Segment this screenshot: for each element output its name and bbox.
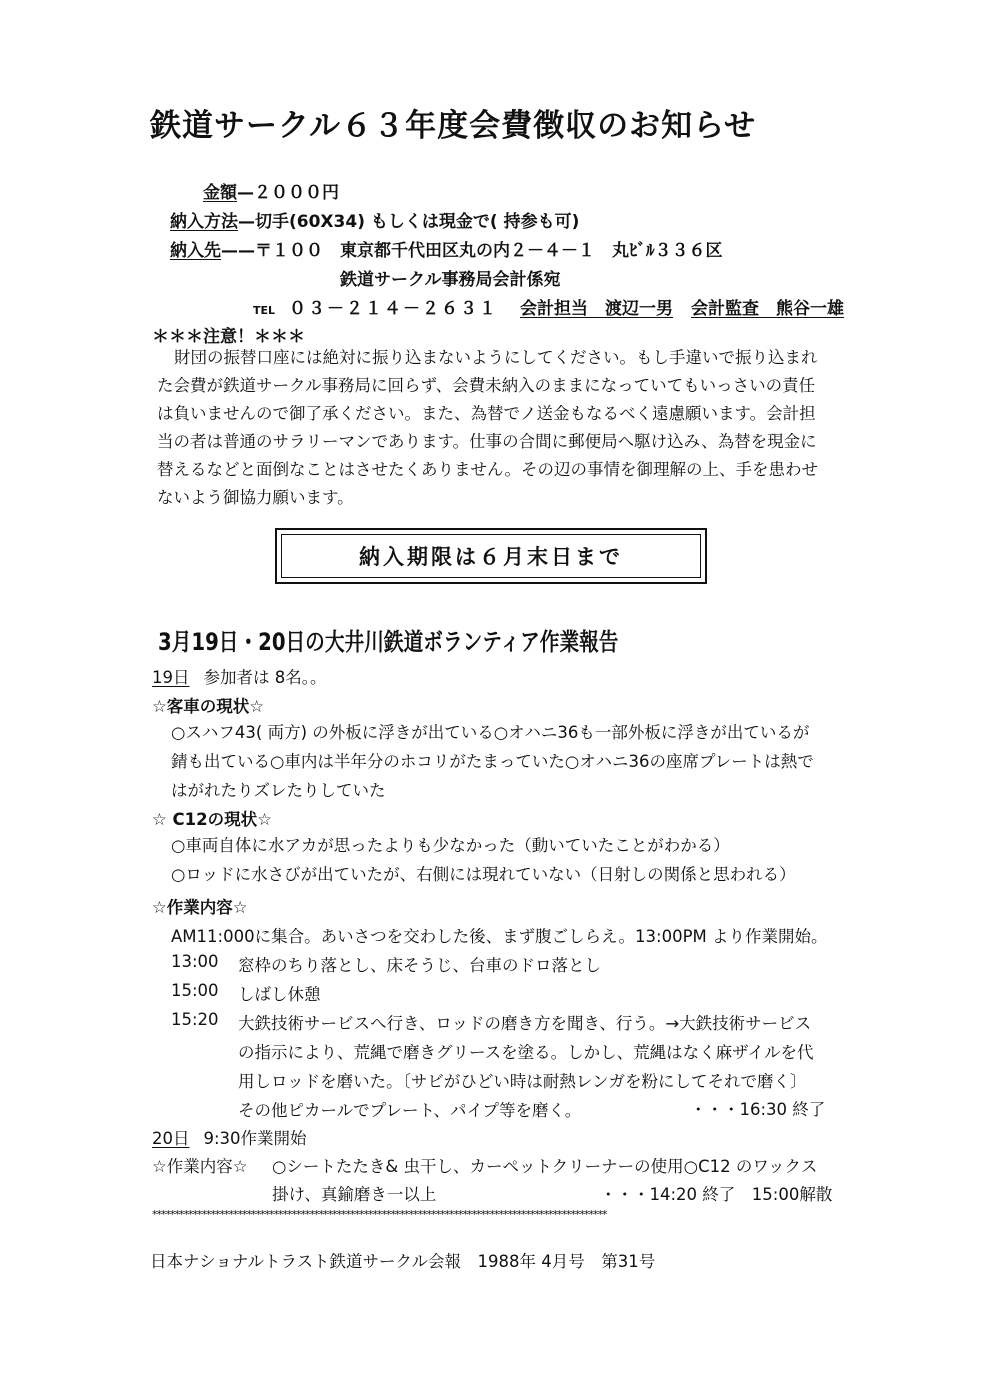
- tel-number: ０３－２１４－２６３１: [289, 299, 499, 319]
- day20-row: [152, 1125, 307, 1149]
- day20-label: 20日: [152, 1129, 190, 1148]
- tel-label: TEL: [253, 304, 276, 317]
- work20-line2: 掛け、真鍮磨き一以上: [272, 1185, 437, 1204]
- fee-method-row: [170, 207, 579, 232]
- end19-text: ・・・16:30 終了: [690, 1100, 826, 1119]
- page-title: 鉄道サークル６３年度会費徴収のお知らせ: [150, 108, 757, 144]
- day20-text: 9:30作業開始: [203, 1129, 307, 1148]
- car-text: [171, 718, 814, 805]
- fee-dest-line2: 鉄道サークル事務局会計係宛: [340, 270, 561, 290]
- schedule-time: 13:00: [171, 952, 219, 971]
- caution-line: は負いませんので御了承ください。また、為替でノ送金もなるべく遠慮願います。会計担: [157, 404, 816, 423]
- car-line: 錆も出ている○車内は半年分のホコリがたまっていた○オハニ36の座席プレートは熱で: [171, 752, 814, 771]
- caution-heading: ＊＊＊注意！＊＊＊: [152, 327, 305, 347]
- car-heading: ☆客車の現状☆: [152, 697, 265, 716]
- asterisk-divider: *****************************************************************************************************: [152, 1210, 607, 1220]
- day19-text: 参加者は 8名。。: [203, 668, 327, 687]
- fee-amount-label: 金額: [203, 183, 237, 203]
- schedule-text: 窓枠のちり落とし、床そうじ、台車のドロ落とし: [238, 956, 601, 975]
- footer-publication: 日本ナショナルトラスト鉄道サークル会報 1988年 4月号 第31号: [150, 1252, 656, 1271]
- treasurer: 会計担当 渡辺一男: [520, 299, 674, 319]
- c12-heading: ☆ C12の現状☆: [152, 810, 272, 829]
- fee-dest-label: 納入先: [170, 241, 221, 261]
- schedule-cont-line: の指示により、荒縄で磨きグリースを塗る。しかし、荒縄はなく麻ザイルを代: [238, 1043, 814, 1062]
- fee-contact-row: [253, 294, 844, 319]
- end20-text: ・・・14:20 終了 15:00解散: [600, 1185, 833, 1204]
- fee-amount-value: —２０００円: [237, 183, 339, 203]
- c12-text: [171, 831, 796, 889]
- c12-line: ○ロッドに水さびが出ていたが、右側には現れていない（日射しの関係と思われる）: [171, 865, 796, 884]
- c12-line: ○車両自体に水アカが思ったよりも少なかった（動いていたことがわかる）: [171, 836, 730, 855]
- fee-dest-value: ——〒１００ 東京都千代田区丸の内２－４－１ 丸ﾋﾞﾙ３３６区: [221, 241, 723, 261]
- schedule-text: しばし休憩: [238, 985, 321, 1004]
- caution-line: 財団の振替口座には絶対に振り込まないようにしてください。もし手違いで振り込まれ: [174, 348, 818, 367]
- auditor: 会計監査 熊谷一雄: [691, 299, 845, 319]
- schedule-text: 大鉄技術サービスへ行き、ロッドの磨き方を聞き、行う。→大鉄技術サービス: [238, 1014, 812, 1033]
- fee-dest-row: [170, 236, 723, 261]
- day19-row: [152, 664, 327, 688]
- schedule-time: 15:00: [171, 981, 219, 1000]
- car-line: はがれたりズレたりしていた: [171, 781, 386, 800]
- car-line: ○スハフ43( 両方) の外板に浮きが出ている○オハニ36も一部外板に浮きが出ているが: [171, 723, 810, 742]
- fee-method-value: —切手(60X34) もしくは現金で( 持参も可): [238, 212, 580, 232]
- schedule-cont-line: その他ピカールでプレート、パイプ等を磨く。: [238, 1101, 582, 1120]
- work-heading: ☆作業内容☆: [152, 898, 248, 917]
- day19-label: 19日: [152, 668, 190, 687]
- caution-line: ないよう御協力願います。: [157, 488, 354, 507]
- caution-line: た会費が鉄道サークル事務局に回らず、会費未納入のままになっていてもいっさいの責任: [157, 376, 816, 395]
- deadline-text: 納入期限は６月末日まで: [359, 545, 623, 569]
- schedule-time: 15:20: [171, 1010, 219, 1029]
- deadline-box: [275, 528, 707, 584]
- caution-line: 替えるなどと面倒なことはさせたくありません。その辺の事情を御理解の上、手を患わせ: [157, 460, 818, 479]
- fee-amount-row: [203, 178, 339, 203]
- caution-text: [157, 344, 818, 512]
- work-intro: AM11:000に集合。あいさつを交わした後、まず腹ごしらえ。13:00PM より作業開始。: [171, 927, 828, 946]
- caution-line: 当の者は普通のサラリーマンであります。仕事の合間に郵便局へ駆け込み、為替を現金に: [157, 432, 817, 451]
- work20-line1: ○シートたたき& 虫干し、カーペットクリーナーの使用○C12 のワックス: [272, 1157, 818, 1176]
- report-title: 3月19日・20日の大井川鉄道ボランティア作業報告: [158, 628, 619, 656]
- fee-method-label: 納入方法: [170, 212, 238, 232]
- work20-label: ☆作業内容☆: [152, 1157, 248, 1176]
- schedule-cont-line: 用しロッドを磨いた。〔サビがひどい時は耐熱レンガを粉にしてそれで磨く〕: [238, 1072, 807, 1091]
